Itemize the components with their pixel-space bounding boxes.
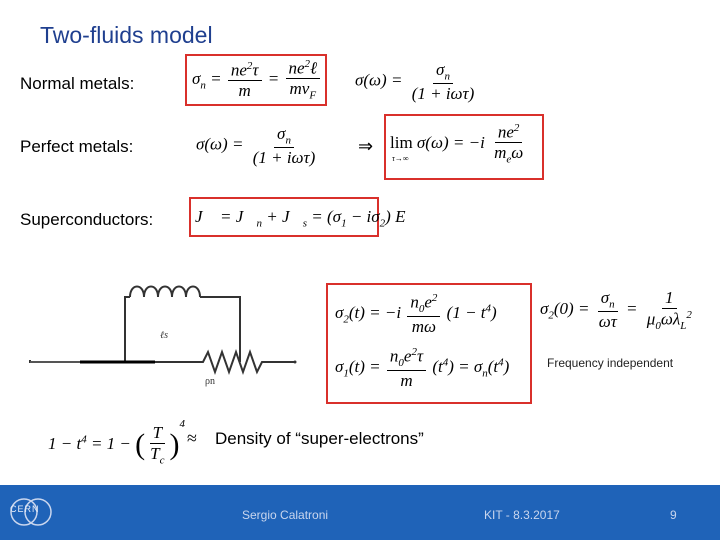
normal-ac-equation: σ(ω) = $\frac{\sigma_n}{\text{(1 + iωτ)}}$ <box>355 60 475 104</box>
superconductors-label: Superconductors: <box>20 210 154 229</box>
perfect-limit-equation: lim σ(ω) = −i $\frac{ne^2}{m_e\omega}$ <box>390 122 524 166</box>
perfect-metals-label: Perfect metals: <box>20 137 134 156</box>
footer-page-number: 9 <box>670 508 677 522</box>
sigma2-zero-equation: $\sigma_2(0)$ = $\frac{\sigma_n}{\omega\tau}$ = $\frac{1}{\mu_0\omega\lambda_L^2}$ <box>540 288 692 332</box>
normal-dc-equation: $\sigma_n$ = $\frac{ne^2\tau}{m}$ = $\frac{ne^2\ell}{mv_F}$ <box>192 58 322 102</box>
sigma2-equation: $\sigma_2(t) = -i$ $\frac{n_0e^2}{m\omega}$ $(1 - t^4)$ <box>335 292 497 336</box>
normal-metals-label: Normal metals: <box>20 74 135 93</box>
limit-subscript: τ→∞ <box>392 154 409 163</box>
sigma1-equation: $\sigma_1(t)$ = $\frac{n_0e^2\tau}{m}$ $(t^4) = \sigma_n(t^4)$ <box>335 346 510 390</box>
footer-author: Sergio Calatroni <box>242 508 329 522</box>
cern-logo-text: CERN <box>10 504 40 514</box>
superconductor-equation: J⃗ = $J⃗_n$ + $J⃗_s = (\sigma_1 - i\sigma_2)$ E⃗ <box>195 207 419 230</box>
footer-bar <box>0 485 720 540</box>
approx-symbol: ≈ <box>187 428 197 448</box>
perfect-metal-equation: σ(ω) = $\frac{\sigma_n}{\text{(1 + iωτ)}}$ <box>196 124 316 168</box>
density-equation: $1 - t^4 = 1$ − ( $\frac{T}{T_c}$ )$^4$ <box>48 418 186 467</box>
slide-title: Two-fluids model <box>40 22 213 48</box>
footer-event: KIT - 8.3.2017 <box>484 508 560 522</box>
resistance-label: ρn <box>205 376 215 387</box>
density-label: Density of “super-electrons” <box>215 429 424 448</box>
frequency-independent-note: Frequency independent <box>547 356 674 370</box>
implies-arrow: ⇒ <box>358 136 374 156</box>
inductance-label: ℓs <box>160 330 169 341</box>
